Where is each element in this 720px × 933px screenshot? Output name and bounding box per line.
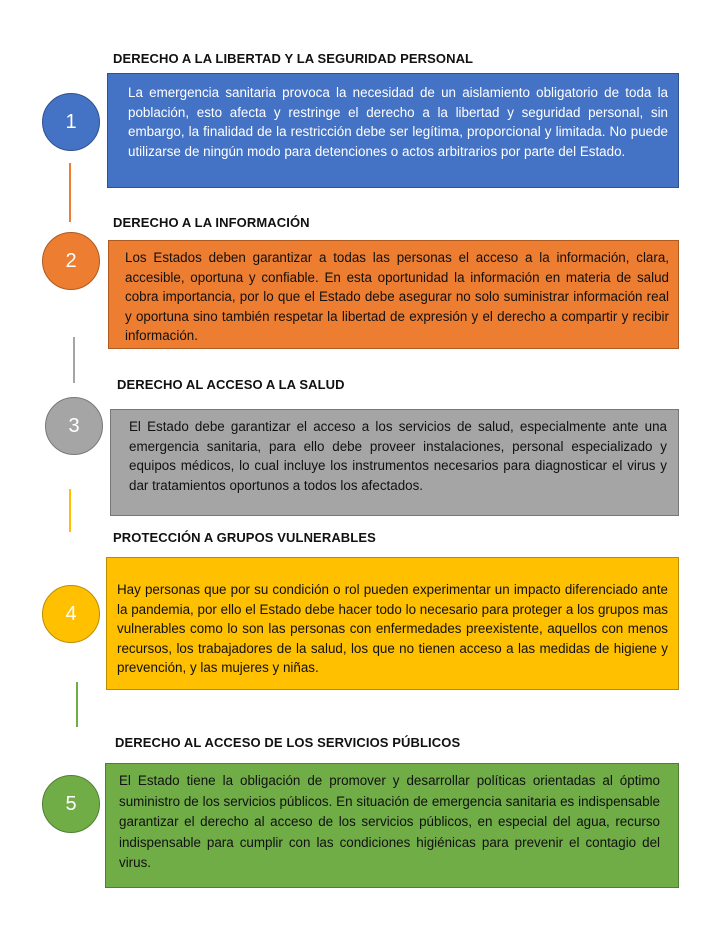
text-2: Los Estados deben garantizar a todas las personas el acceso a la información, clara, accesible, oportuna y confiable. En esta oportunidad la información en materia de salud cobra importancia, por lo que el Estado debe asegurar no solo suministrar información real y oportuna sino también respetar la libertad de expresión y el derecho a compartir y recibir información. (125, 250, 669, 344)
number-circle-3 (45, 397, 103, 455)
text-box-2 (108, 240, 679, 349)
heading-2: DERECHO A LA INFORMACIÓN (113, 215, 310, 230)
number-1: 1 (65, 110, 77, 133)
heading-5: DERECHO AL ACCESO DE LOS SERVICIOS PÚBLICOS (115, 735, 461, 750)
number-4: 4 (65, 602, 77, 625)
number-5: 5 (65, 792, 77, 815)
text-3: El Estado debe garantizar el acceso a los servicios de salud, especialmente ante una emergencia sanitaria, para ello debe proveer instalaciones, personal especializado y equipos médicos, lo cual incluye los instrumentos necesarios para diagnosticar el virus y dar tratamientos oportunos a todos los afectados. (129, 419, 667, 493)
number-3: 3 (68, 414, 80, 437)
number-2: 2 (65, 249, 77, 272)
text-1: La emergencia sanitaria provoca la necesidad de un aislamiento obligatorio de toda la población, esto afecta y restringe el derecho a la libertad y seguridad personal, sin embargo, la finalidad de la restricción debe ser legítima, proporcional y limitada. No puede utilizarse de ningún modo para detenciones o actos arbitrarios por parte del Estado. (128, 85, 668, 159)
number-circle-1 (42, 93, 100, 151)
number-circle-4 (42, 585, 100, 643)
heading-4: PROTECCIÓN A GRUPOS VULNERABLES (113, 530, 376, 545)
number-circle-5 (42, 775, 100, 833)
text-box-5 (105, 763, 679, 888)
number-circle-2 (42, 232, 100, 290)
connector-1-2 (69, 163, 71, 222)
heading-3: DERECHO AL ACCESO A LA SALUD (117, 377, 345, 392)
connector-3-4 (69, 489, 71, 532)
connector-2-3 (73, 337, 75, 383)
connector-4-5 (76, 682, 78, 727)
text-5: El Estado tiene la obligación de promover y desarrollar políticas orientadas al óptimo suministro de los servicios públicos. En situación de emergencia sanitaria es indispensable garantizar el derecho al acceso de los servicios públicos, en especial del agua, recurso indispensable para cumplir con las condiciones higiénicas para prevenir el contagio del virus. (119, 773, 660, 870)
text-box-1 (107, 73, 679, 188)
text-4: Hay personas que por su condición o rol pueden experimentar un impacto diferenciado ante la pandemia, por ello el Estado debe hacer todo lo necesario para proteger a los grupos mas vulnerables como lo son las personas con enfermedades preexistente, aquellos con menos recursos, los trabajadores de la salud, los que no tienen acceso a las medidas de higiene y prevención, y las mujeres y niñas. (117, 582, 668, 676)
text-box-3 (110, 409, 679, 516)
text-box-4 (106, 557, 679, 690)
heading-1: DERECHO A LA LIBERTAD Y LA SEGURIDAD PERSONAL (113, 51, 474, 66)
